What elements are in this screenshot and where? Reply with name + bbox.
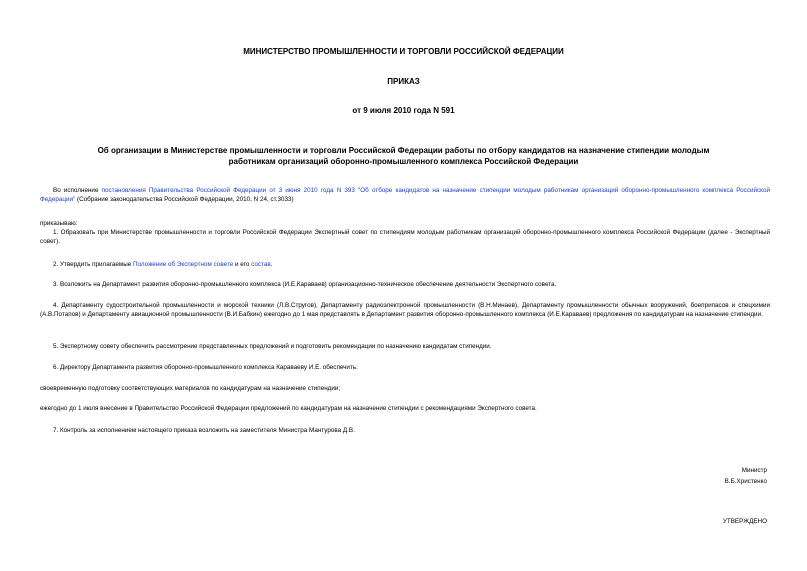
- item-4: 4. Департаменту судостроительной промышленности и морской техники (Л.В.Стругов), Департаменту радиоэлектронной промышленности (В.Н.Минаев), Департаменту промышленности обычных вооружений, боеприпасов и спецхимии (А.В.Потапов) и Департаменту авиационной промышленности (В.И.Бабкин) ежегодно до 1 мая представлять в Департамент развития оборонно-промышленного комплекса (И.Е.Караваев) предложения по кандидатурам на назначение стипендии.: [40, 302, 770, 318]
- item-6a: своевременную подготовку соответствующих материалов по кандидатурам на назначение стипендии;: [40, 385, 341, 392]
- decree-link[interactable]: постановления Правительства Российской Федерации от 3 июня 2010 года N 393 "Об отборе кандидатов на назначение стипендии молодым работникам организаций оборонно-промышленного комплекса Российской Федерации": [40, 187, 770, 203]
- preamble-paragraph: [40, 186, 770, 204]
- order-word: приказываю:: [40, 220, 78, 227]
- item-3: 3. Возложить на Департамент развития оборонно-промышленного комплекса (И.Е.Караваев) организационно-техническое обеспечение деятельности Экспертного совета.: [53, 281, 557, 288]
- signature-title: Министр: [741, 467, 767, 474]
- subject-line-2: работникам организаций оборонно-промышленного комплекса Российской Федерации: [228, 156, 579, 166]
- item-7: 7. Контроль за исполнением настоящего приказа возложить на заместителя Министра Мантурова Д.В.: [53, 427, 355, 434]
- item-6b: ежегодно до 1 июля внесение в Правительство Российской Федерации предложений по кандидатурам на назначение стипендии с рекомендациями Экспертного совета.: [40, 405, 537, 412]
- document-subject: [40, 146, 767, 167]
- preamble-suffix: (Собрание законодательства Российской Федерации, 2010, N 24, ст.3033): [75, 196, 294, 203]
- item-2: [40, 260, 770, 269]
- doc-type-heading: ПРИКАЗ: [387, 77, 420, 86]
- ministry-heading: МИНИСТЕРСТВО ПРОМЫШЛЕННОСТИ И ТОРГОВЛИ РОССИЙСКОЙ ФЕДЕРАЦИИ: [243, 47, 564, 56]
- item-5: 5. Экспертному совету обеспечить рассмотрение представленных предложений и подготовить рекомендации по назначению кандидатам стипендии.: [53, 343, 492, 350]
- item-2-prefix: 2. Утвердить прилагаемые: [53, 261, 133, 268]
- regulation-link[interactable]: Положение об Экспертном совете: [133, 261, 234, 268]
- item-6: 6. Директору Департамента развития оборонно-промышленного комплекса Караваеву И.Е. обеспечить:: [53, 364, 358, 371]
- signature-name: В.Б.Христенко: [724, 478, 767, 485]
- subject-line-1: Об организации в Министерстве промышленности и торговли Российской Федерации работы по отбору кандидатов на назначение стипендии молодым: [97, 146, 710, 155]
- item-2-suffix: .: [270, 261, 273, 268]
- composition-link[interactable]: состав: [251, 261, 271, 268]
- item-2-mid: и его: [233, 261, 252, 268]
- preamble-prefix: Во исполнение: [53, 187, 102, 194]
- item-1: 1. Образовать при Министерстве промышленности и торговли Российской Федерации Экспертный совет по стипендиям молодым работникам организаций оборонно-промышленного комплекса Российской Федерации (далее - Экспертный совет).: [40, 229, 770, 245]
- date-number: от 9 июля 2010 года N 591: [352, 106, 455, 115]
- approved-label: УТВЕРЖДЕНО: [722, 518, 767, 525]
